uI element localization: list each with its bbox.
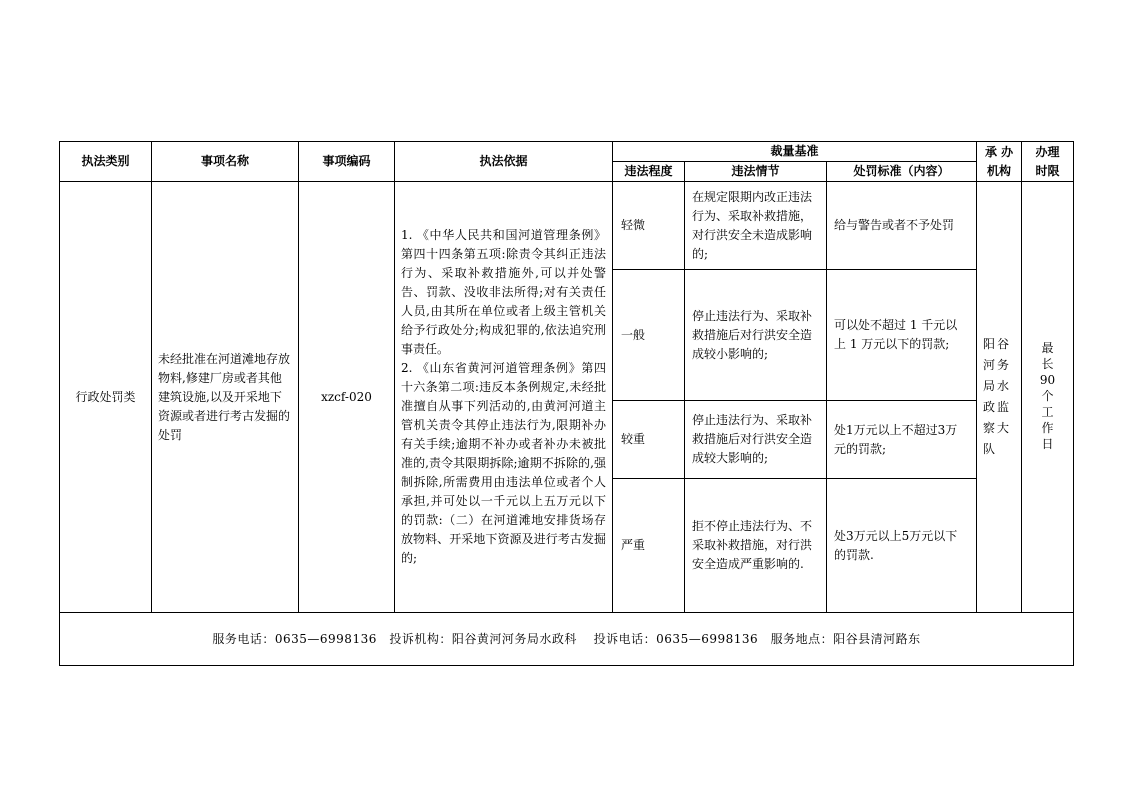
degree-cell: 较重 — [613, 401, 685, 479]
service-info-footer: 服务电话：0635—6998136 投诉机构：阳谷黄河河务局水政科 投诉电话：0635—6998136 服务地点：阳谷县清河路东 — [60, 613, 1074, 666]
basis-paragraph-1: 1. 《中华人民共和国河道管理条例》第四十四条第五项:除责令其纠正违法行为、采取补救措施外,可以并处警告、罚款、没收非法所得;对有关责任人员,由其所在单位或者上级主管机关给予行政处分;构成犯罪的,依法追究刑事责任。 — [401, 228, 606, 356]
degree-cell: 严重 — [613, 479, 685, 613]
circumstance-cell: 在规定限期内改正违法行为、采取补救措施，对行洪安全未造成影响的; — [685, 182, 827, 270]
header-standard: 处罚标准（内容） — [827, 162, 977, 182]
header-discretion: 裁量基准 — [613, 142, 977, 162]
header-time-limit — [1022, 142, 1074, 182]
agency-cell — [977, 182, 1022, 613]
header-time-line1: 办理 — [1035, 144, 1060, 159]
header-time-line2: 时限 — [1035, 163, 1060, 178]
item-code-cell: xzcf-020 — [299, 182, 395, 613]
circumstance-cell: 停止违法行为、采取补救措施后对行洪安全造成较大影响的; — [685, 401, 827, 479]
time-limit-text: 最长90个工作日 — [1039, 341, 1056, 451]
enforcement-table — [59, 141, 1074, 666]
degree-cell: 轻微 — [613, 182, 685, 270]
header-agency-line2: 机构 — [987, 163, 1012, 178]
header-item-name: 事项名称 — [152, 142, 299, 182]
header-agency — [977, 142, 1022, 182]
circumstance-cell: 停止违法行为、采取补救措施后对行洪安全造成较小影响的; — [685, 270, 827, 401]
time-limit-cell — [1022, 182, 1074, 613]
header-basis: 执法依据 — [395, 142, 613, 182]
header-degree: 违法程度 — [613, 162, 685, 182]
standard-cell: 给与警告或者不予处罚 — [827, 182, 977, 270]
standard-cell: 处1万元以上不超过3万元的罚款; — [827, 401, 977, 479]
degree-cell: 一般 — [613, 270, 685, 401]
standard-cell: 可以处不超过 1 千元以上 1 万元以下的罚款; — [827, 270, 977, 401]
item-name-cell: 未经批准在河道滩地存放物料,修建厂房或者其他建筑设施,以及开采地下资源或者进行考古发掘的处罚 — [152, 182, 299, 613]
basis-cell — [395, 182, 613, 613]
basis-paragraph-2: 2. 《山东省黄河河道管理条例》第四十六条第二项:违反本条例规定,未经批准擅自从事下列活动的,由黄河河道主管机关责令其停止违法行为,限期补办有关手续;逾期不补办或者补办未被批准的,责令其限期拆除;逾期不拆除的,强制拆除,所需费用由违法单位或者个人承担,并可处以一千元以上五万元以下的罚款:（二）在河道滩地安排货场存放物料、开采地下资源及进行考古发掘的; — [401, 361, 606, 565]
header-category: 执法类别 — [60, 142, 152, 182]
header-circumstance: 违法情节 — [685, 162, 827, 182]
header-agency-line1: 承 办 — [984, 144, 1014, 159]
table-row — [60, 182, 1074, 270]
standard-cell: 处3万元以上5万元以下的罚款. — [827, 479, 977, 613]
header-item-code: 事项编码 — [299, 142, 395, 182]
circumstance-cell: 拒不停止违法行为、不采取补救措施，对行洪安全造成严重影响的. — [685, 479, 827, 613]
category-cell: 行政处罚类 — [60, 182, 152, 613]
agency-text: 阳谷河务局水政监察大队 — [983, 337, 1012, 456]
